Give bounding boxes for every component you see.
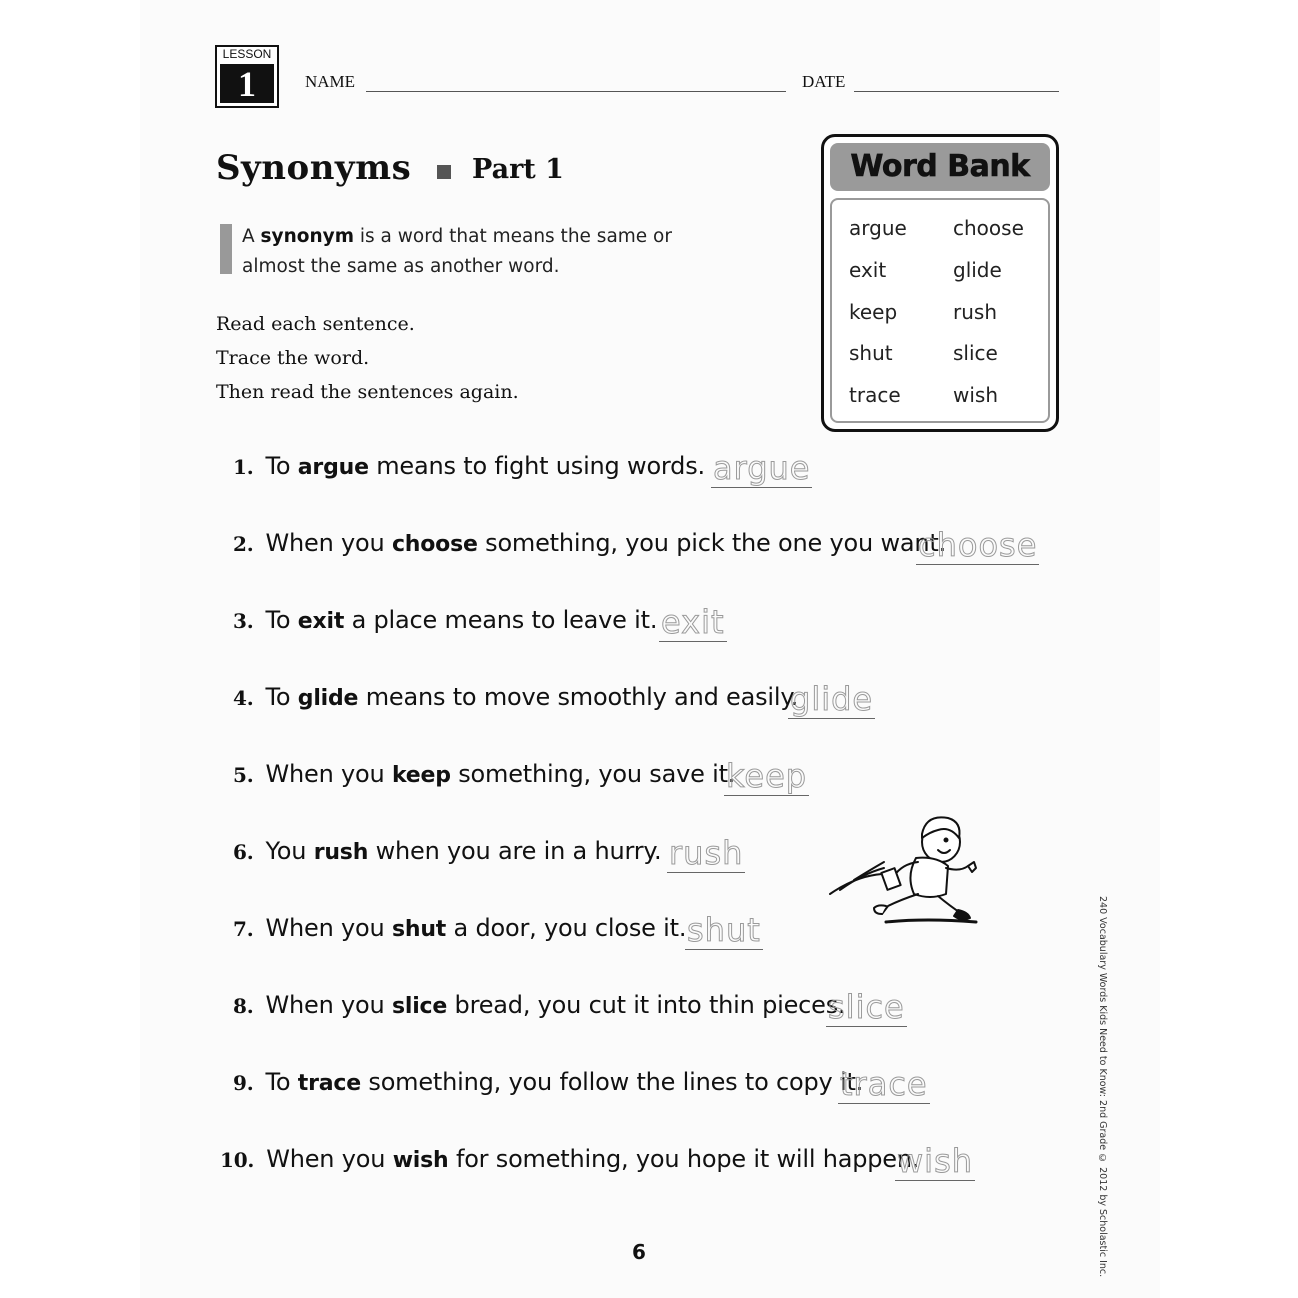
sentence-keyword: choose	[391, 532, 478, 557]
motion-line	[854, 862, 884, 880]
sentence-keyword: argue	[297, 455, 369, 480]
sentence-keyword: keep	[391, 763, 451, 788]
word-bank-word: rush	[953, 300, 997, 324]
page-number: 6	[632, 1240, 646, 1264]
trace-word-field[interactable]: wish	[897, 1142, 974, 1180]
definition-term: synonym	[260, 226, 355, 247]
sentence-item: 3. To exit a place means to leave it.	[233, 606, 658, 634]
sentence-item: 9. To trace something, you follow the lines to copy it.	[233, 1068, 864, 1096]
word-bank-word: argue	[849, 216, 907, 240]
word-bank-word: wish	[953, 383, 999, 407]
trace-word-field[interactable]: rush	[669, 834, 744, 872]
date-field[interactable]	[854, 91, 1059, 92]
date-label: DATE	[802, 72, 846, 91]
trace-word-field[interactable]: shut	[687, 911, 761, 949]
sentence-item: 6. You rush when you are in a hurry.	[233, 837, 662, 865]
sentence-item: 7. When you shut a door, you close it.	[233, 914, 687, 942]
word-bank-header	[830, 143, 1050, 191]
sentence-keyword: rush	[313, 840, 369, 865]
word-bank-word: choose	[953, 216, 1024, 240]
trace-word-field[interactable]: slice	[828, 988, 905, 1026]
title-separator-square	[437, 165, 451, 179]
sentence-item: 8. When you slice bread, you cut it into thin pieces.	[233, 991, 846, 1019]
lesson-badge	[215, 45, 279, 108]
torso	[910, 858, 948, 897]
sentence-keyword: trace	[297, 1071, 361, 1096]
word-bank-word: slice	[953, 341, 998, 365]
word-bank-word: trace	[849, 383, 901, 407]
sentence-keyword: exit	[297, 609, 345, 634]
motion-line	[840, 868, 884, 890]
lesson-label: LESSON	[222, 47, 272, 61]
sentence-item: 5. When you keep something, you save it.	[233, 760, 736, 788]
trace-word-field[interactable]: choose	[918, 526, 1038, 564]
page-title: Synonyms	[216, 148, 412, 188]
hand	[968, 862, 976, 872]
trace-word-field[interactable]: keep	[726, 757, 808, 795]
instruction-2: Trace the word.	[216, 347, 370, 369]
name-field[interactable]	[366, 91, 786, 92]
definition-text: A synonym is a word that means the same or almost the same as another word.	[242, 226, 672, 277]
sentence-keyword: glide	[297, 686, 359, 711]
copyright-notice: 240 Vocabulary Words Kids Need to Know: 2nd Grade © 2012 by Scholastic Inc.	[1097, 896, 1108, 1278]
sentence-item: 1. To argue means to fight using words.	[233, 452, 705, 480]
running-boy-illustration	[826, 810, 986, 930]
sentence-keyword: shut	[391, 917, 447, 942]
instruction-3: Then read the sentences again.	[216, 381, 519, 403]
instruction-1: Read each sentence.	[216, 313, 415, 335]
page-subtitle: Part 1	[472, 154, 564, 185]
definition-bar	[220, 224, 232, 274]
trace-word-field[interactable]: argue	[713, 449, 811, 487]
word-bank-title: Word Bank	[850, 149, 1030, 184]
motion-line	[830, 874, 882, 894]
sentence-keyword: wish	[392, 1148, 449, 1173]
trace-word-field[interactable]: trace	[840, 1065, 928, 1103]
word-bank-word: exit	[849, 258, 887, 282]
word-bank-word: shut	[849, 341, 893, 365]
sentence-item: 10. When you wish for something, you hope it will happen.	[220, 1145, 920, 1173]
eye	[945, 839, 948, 842]
sentence-item: 4. To glide means to move smoothly and easily.	[233, 683, 799, 711]
name-label: NAME	[305, 72, 356, 91]
word-bank	[821, 134, 1059, 432]
ground-shadow	[886, 920, 976, 922]
front-arm	[946, 866, 968, 870]
sentence-item: 2. When you choose something, you pick the one you want.	[233, 529, 947, 557]
trace-word-field[interactable]: exit	[661, 603, 725, 641]
word-bank-list	[830, 198, 1050, 423]
sentence-keyword: slice	[391, 994, 448, 1019]
lesson-number: 1	[220, 64, 274, 103]
front-shoe	[954, 910, 970, 920]
trace-word-field[interactable]: glide	[790, 680, 874, 718]
word-bank-word: glide	[953, 258, 1002, 282]
back-leg	[882, 894, 918, 914]
word-bank-word: keep	[849, 300, 898, 324]
